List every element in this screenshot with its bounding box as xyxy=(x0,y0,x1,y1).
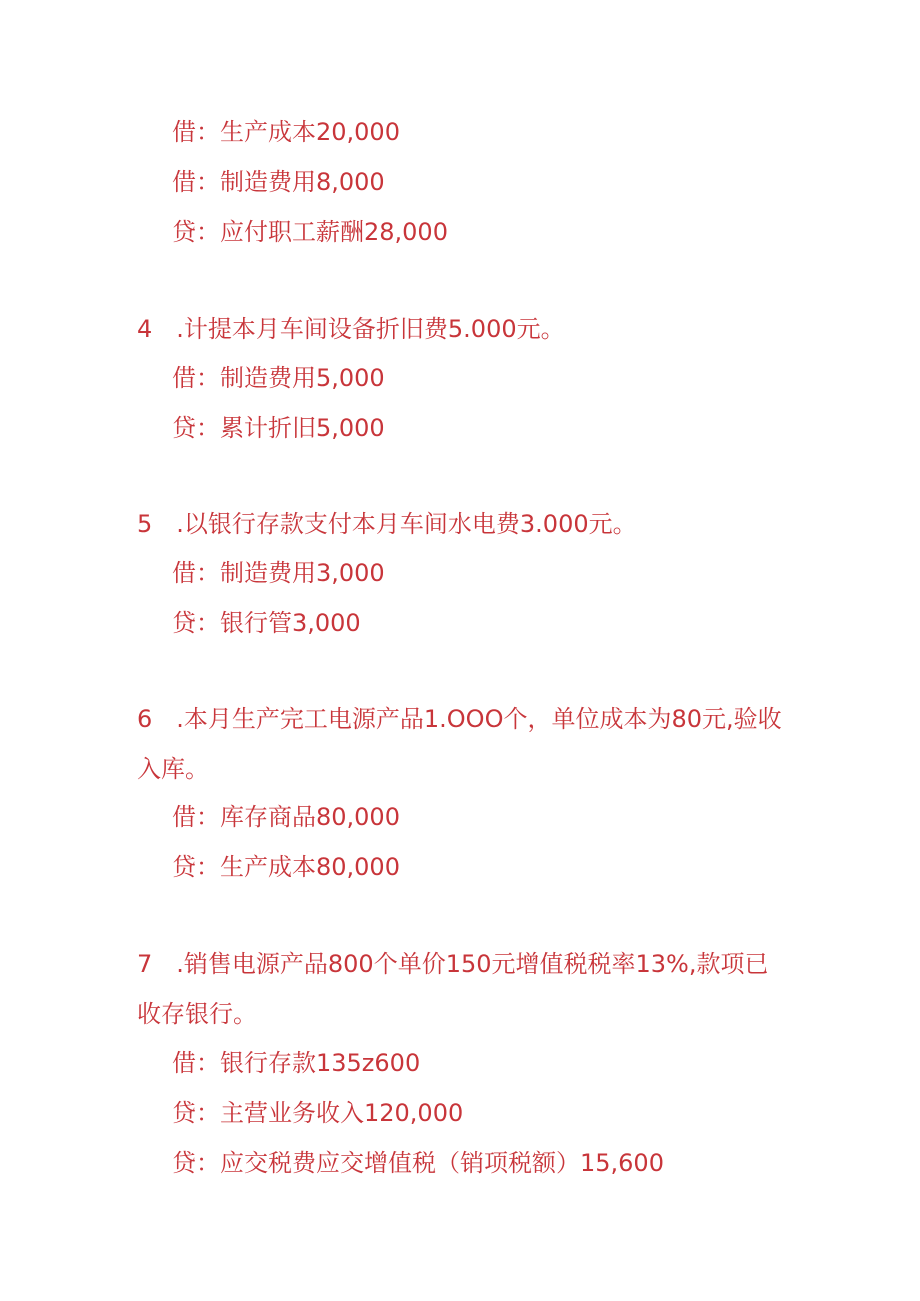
item-5-heading: 5 .以银行存款支付本月车间水电费3.000元。 xyxy=(137,510,637,538)
journal-entry-credit: 贷：主营业务收入120,000 xyxy=(172,1099,464,1127)
journal-entry-debit: 借：生产成本20,000 xyxy=(172,118,400,146)
journal-entry-debit: 借：制造费用8,000 xyxy=(172,168,385,196)
item-4-heading: 4 .计提本月车间设备折旧费5.000元。 xyxy=(137,315,565,343)
journal-entry-credit: 贷：应付职工薪酬28,000 xyxy=(172,218,448,246)
journal-entry-credit: 贷：银行管3,000 xyxy=(172,609,361,637)
journal-entry-credit: 贷：应交税费应交增值税（销项税额）15,600 xyxy=(172,1149,664,1177)
item-6-heading: 6 .本月生产完工电源产品1.OOO个，单位成本为80元,验收 xyxy=(137,705,782,733)
journal-entry-debit: 借：库存商品80,000 xyxy=(172,803,400,831)
item-7-heading: 7 .销售电源产品800个单价150元增值税税率13%,款项已 xyxy=(137,950,769,978)
item-6-heading-continued: 入库。 xyxy=(137,755,209,783)
journal-entry-credit: 贷：累计折旧5,000 xyxy=(172,414,385,442)
journal-entry-debit: 借：银行存款135z600 xyxy=(172,1049,421,1077)
item-7-heading-continued: 收存银行。 xyxy=(137,1000,257,1028)
journal-entry-debit: 借：制造费用5,000 xyxy=(172,364,385,392)
journal-entry-debit: 借：制造费用3,000 xyxy=(172,559,385,587)
journal-entry-credit: 贷：生产成本80,000 xyxy=(172,853,400,881)
